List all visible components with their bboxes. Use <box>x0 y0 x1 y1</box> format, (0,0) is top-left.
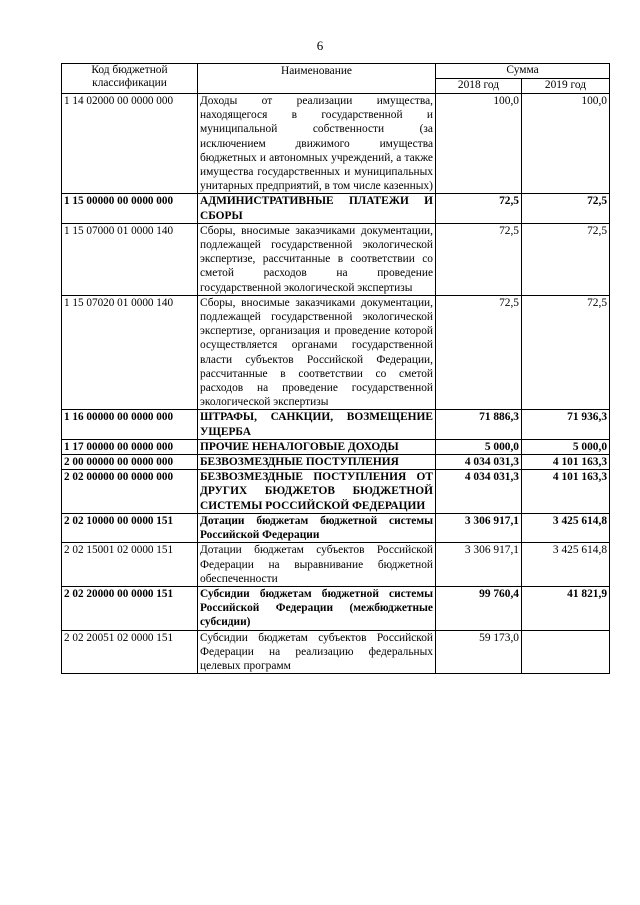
row-amount-2018: 71 886,3 <box>436 410 522 439</box>
table-row <box>62 410 610 439</box>
row-amount-2019: 5 000,0 <box>522 439 610 454</box>
row-code: 2 02 10000 00 0000 151 <box>62 513 198 542</box>
row-amount-2019: 41 821,9 <box>522 586 610 630</box>
row-name: БЕЗВОЗМЕЗДНЫЕ ПОСТУПЛЕНИЯ <box>198 455 436 470</box>
row-amount-2018: 72,5 <box>436 194 522 223</box>
row-amount-2018: 99 760,4 <box>436 586 522 630</box>
budget-table <box>61 63 610 674</box>
row-amount-2018: 4 034 031,3 <box>436 470 522 514</box>
row-code: 1 15 07020 01 0000 140 <box>62 295 198 410</box>
header-name: Наименование <box>198 64 436 94</box>
row-name: Сборы, вносимые заказчиками документации, подлежащей государственной экологической экспертизе, организация и проведение которой осуществляется органами государственной власти субъектов Российской Федерации, рассчитанные в соответствии со сметой расходов на проведение государственной экологической экспертизы <box>198 295 436 410</box>
row-code: 1 15 07000 01 0000 140 <box>62 223 198 295</box>
row-code: 1 15 00000 00 0000 000 <box>62 194 198 223</box>
table-row <box>62 295 610 410</box>
table-row <box>62 223 610 295</box>
table-row <box>62 455 610 470</box>
row-name: ШТРАФЫ, САНКЦИИ, ВОЗМЕЩЕНИЕ УЩЕРБА <box>198 410 436 439</box>
row-amount-2019 <box>522 630 610 674</box>
row-name: ПРОЧИЕ НЕНАЛОГОВЫЕ ДОХОДЫ <box>198 439 436 454</box>
row-code: 2 02 00000 00 0000 000 <box>62 470 198 514</box>
row-amount-2018: 5 000,0 <box>436 439 522 454</box>
row-code: 1 14 02000 00 0000 000 <box>62 94 198 194</box>
row-code: 1 17 00000 00 0000 000 <box>62 439 198 454</box>
row-amount-2019: 3 425 614,8 <box>522 543 610 587</box>
row-amount-2019: 72,5 <box>522 223 610 295</box>
row-amount-2018: 59 173,0 <box>436 630 522 674</box>
page-number: 6 <box>316 38 324 53</box>
row-code: 2 00 00000 00 0000 000 <box>62 455 198 470</box>
table-header-row <box>62 64 610 79</box>
row-code: 2 02 15001 02 0000 151 <box>62 543 198 587</box>
header-year-2018: 2018 год <box>436 79 522 94</box>
row-amount-2019: 72,5 <box>522 194 610 223</box>
table-row <box>62 470 610 514</box>
row-name: Субсидии бюджетам бюджетной системы Российской Федерации (межбюджетные субсидии) <box>198 586 436 630</box>
row-name: Дотации бюджетам субъектов Российской Федерации на выравнивание бюджетной обеспеченности <box>198 543 436 587</box>
row-amount-2019: 4 101 163,3 <box>522 455 610 470</box>
table-row <box>62 586 610 630</box>
row-name: БЕЗВОЗМЕЗДНЫЕ ПОСТУПЛЕНИЯ ОТ ДРУГИХ БЮДЖЕТОВ БЮДЖЕТНОЙ СИСТЕМЫ РОССИЙСКОЙ ФЕДЕРАЦИИ <box>198 470 436 514</box>
table-row <box>62 543 610 587</box>
row-amount-2019: 72,5 <box>522 295 610 410</box>
row-amount-2019: 100,0 <box>522 94 610 194</box>
row-amount-2019: 3 425 614,8 <box>522 513 610 542</box>
row-amount-2018: 72,5 <box>436 295 522 410</box>
row-code: 2 02 20000 00 0000 151 <box>62 586 198 630</box>
row-amount-2019: 4 101 163,3 <box>522 470 610 514</box>
table-row <box>62 630 610 674</box>
row-amount-2018: 72,5 <box>436 223 522 295</box>
row-name: АДМИНИСТРАТИВНЫЕ ПЛАТЕЖИ И СБОРЫ <box>198 194 436 223</box>
row-name: Дотации бюджетам бюджетной системы Российской Федерации <box>198 513 436 542</box>
row-amount-2018: 3 306 917,1 <box>436 543 522 587</box>
row-code: 2 02 20051 02 0000 151 <box>62 630 198 674</box>
header-code: Код бюджетной классификации <box>62 64 198 94</box>
row-amount-2019: 71 936,3 <box>522 410 610 439</box>
row-name: Доходы от реализации имущества, находящегося в государственной и муниципальной собственности (за исключением движимого имущества бюджетных и автономных учреждений, а также имущества государственных и муниципальных унитарных предприятий, в том числе казенных) <box>198 94 436 194</box>
header-year-2019: 2019 год <box>522 79 610 94</box>
row-name: Субсидии бюджетам субъектов Российской Федерации на реализацию федеральных целевых программ <box>198 630 436 674</box>
header-sum: Сумма <box>436 64 610 79</box>
row-amount-2018: 4 034 031,3 <box>436 455 522 470</box>
table-row <box>62 439 610 454</box>
row-code: 1 16 00000 00 0000 000 <box>62 410 198 439</box>
row-amount-2018: 3 306 917,1 <box>436 513 522 542</box>
table-row <box>62 513 610 542</box>
row-amount-2018: 100,0 <box>436 94 522 194</box>
table-row <box>62 194 610 223</box>
table-row <box>62 94 610 194</box>
row-name: Сборы, вносимые заказчиками документации, подлежащей государственной экологической экспертизе, рассчитанные в соответствии со сметой расходов на проведение государственной экологической экспертизы <box>198 223 436 295</box>
